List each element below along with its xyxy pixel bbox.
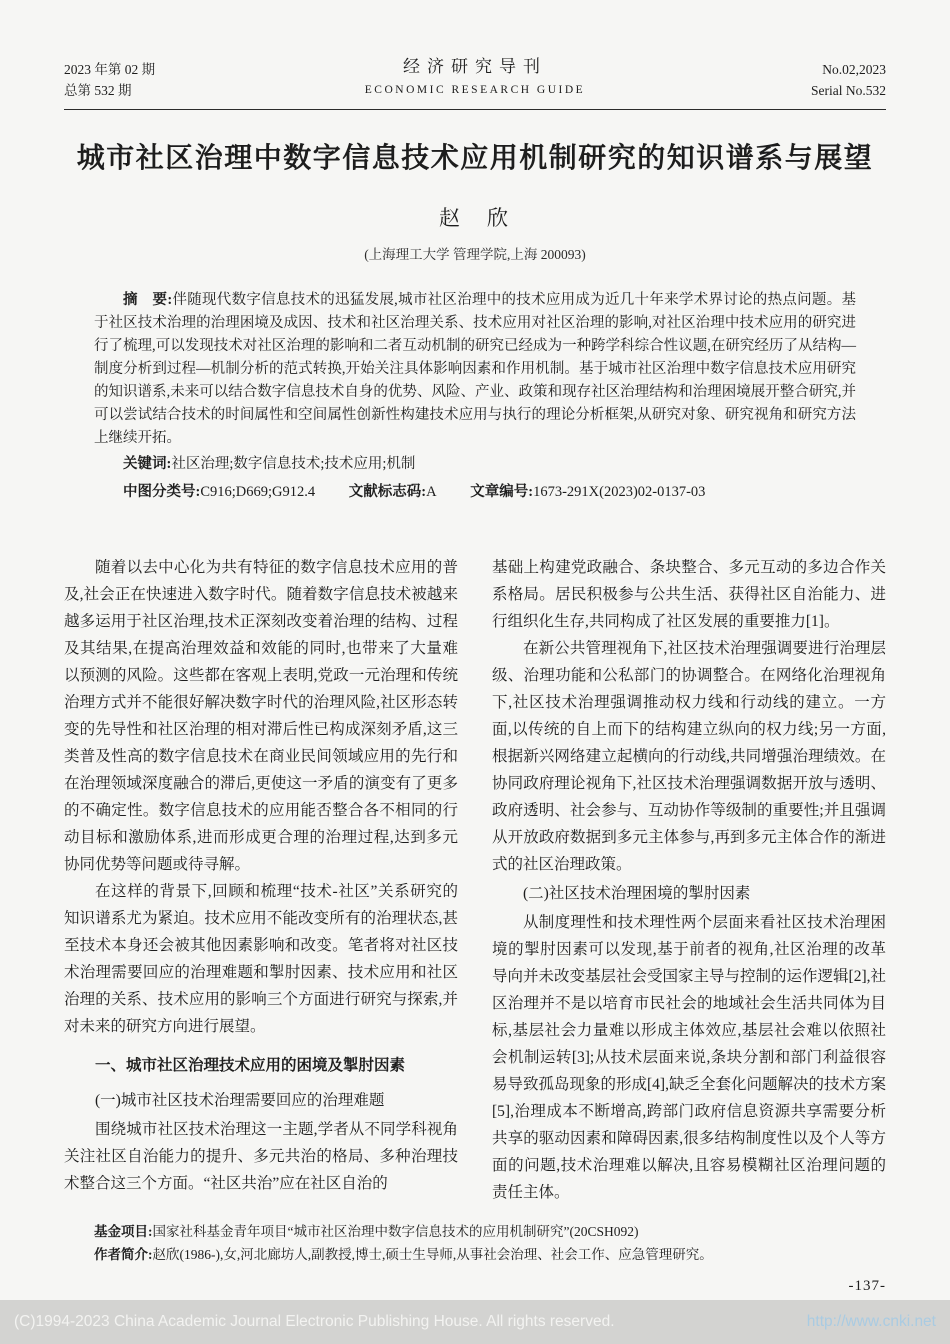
abstract-paragraph [94,289,856,450]
paragraph: 基础上构建党政融合、条块整合、多元互动的多边合作关系格局。居民积极参与公共生活、获得社区自治能力、进行组织化生存,共同构成了社区发展的重要推力[1]。 [492,559,886,630]
footnote-section [64,1220,886,1266]
paragraph: 在新公共管理视角下,社区技术治理强调要进行治理层级、治理功能和公私部门的协调整合。在网络化治理视角下,社区技术治理强调推动权力线和行动线的建立。一方面,以传统的自上而下的结构建立纵向的权力线;另一方面,根据新兴网络建立起横向的行动线,共同增强治理绩效。在协同政府理论视角下,社区技术治理强调数据开放与透明、政府透明、社会参与、互动协作等级制的重要性;并且强调从开放政府数据到多元主体参与,再到多元主体合作的渐进式的社区治理政策。 [492,640,886,873]
doc-code: 文献标志码:A [348,484,437,500]
fund-text: 国家社科基金青年项目“城市社区治理中数字信息技术的应用机制研究”(20CSH092) [152,1224,639,1239]
journal-header [64,56,886,101]
cnki-watermark-bar [0,1300,950,1344]
clc-number: 中图分类号:C916;D669;G912.4 [123,484,316,500]
page-number: -137- [848,1278,886,1294]
journal-issue-en [686,59,886,101]
subsection-heading: (一)城市社区技术治理需要回应的治理难题 [95,1092,385,1109]
author-affiliation: (上海理工大学 管理学院,上海 200093) [364,247,586,262]
body-left-column [64,554,458,1206]
keywords-text: 社区治理;数字信息技术;技术应用;机制 [171,456,416,472]
fund-note [94,1220,886,1243]
body-columns [64,554,886,1206]
header-divider [64,109,886,110]
issue-cn-line2: 总第 532 期 [64,83,132,98]
abstract-label: 摘 要: [123,292,173,308]
journal-title-en: ECONOMIC RESEARCH GUIDE [364,84,586,96]
issue-en-line1: No.02,2023 [822,62,886,77]
body-right-column [492,554,886,1206]
bio-note [94,1243,886,1266]
keywords-label: 关键词: [123,456,172,472]
abstract-text: 伴随现代数字信息技术的迅猛发展,城市社区治理中的技术应用成为近几十年来学术界讨论的热点问题。基于社区技术治理的治理困境及成因、技术和社区治理关系、技术应用对社区治理的影响,对社区治理中技术应用的研究进行了梳理,可以发现技术对社区治理的影响和二者互动机制的研究已经成为一种跨学科综合性议题,在研究经历了从结构—制度分析到过程—机制分析的范式转换,开始关注具体影响因素和作用机制。基于城市社区治理中数字信息技术应用研究的知识谱系,未来可以结合数字信息技术自身的优势、风险、产业、政策和现存社区治理结构和治理困境展开整合研究,并可以尝试结合技术的时间属性和空间属性创新性构建技术应用与执行的理论分析框架,从研究对象、研究视角和研究方法上继续开拓。 [94,292,856,446]
author-name: 赵 欣 [439,206,511,230]
journal-title-cn: 经济研究导刊 [403,57,547,76]
paragraph: 在这样的背景下,回顾和梳理“技术-社区”关系研究的知识谱系尤为紧迫。技术应用不能改变所有的治理状态,甚至技术本身还会被其他因素影响和改变。笔者将对社区技术治理需要回应的治理难题和掣肘因素、技术应用和社区治理的关系、技术应用的影响三个方面进行研究与探索,并对未来的研究方向进行展望。 [64,883,458,1035]
bio-text: 赵欣(1986-),女,河北廊坊人,副教授,博士,硕士生导师,从事社会治理、社会工作、应急管理研究。 [152,1247,713,1262]
article-title: 城市社区治理中数字信息技术应用机制研究的知识谱系与展望 [76,143,874,174]
copyright-text: (C)1994-2023 China Academic Journal Electronic Publishing House. All rights reserved. [14,1313,615,1330]
fund-label: 基金项目: [94,1224,153,1239]
paragraph: 围绕城市社区技术治理这一主题,学者从不同学科视角关注社区自治能力的提升、多元共治的格局、多种治理技术整合这三个方面。“社区共治”应在社区自治的 [64,1121,458,1192]
bio-label: 作者简介: [94,1247,153,1262]
subsection-heading: (二)社区技术治理困境的掣肘因素 [523,885,751,902]
abstract-section [64,289,886,504]
cnki-url-link[interactable]: http://www.cnki.net [806,1313,936,1330]
journal-issue-cn [64,59,264,101]
classification-line [94,481,856,504]
issue-en-line2: Serial No.532 [811,83,886,98]
journal-title-block [264,56,686,101]
issue-cn-line1: 2023 年第 02 期 [64,62,156,77]
section-heading: 一、城市社区治理技术应用的困境及掣肘因素 [95,1057,406,1074]
keywords-line [94,453,856,476]
article-number: 文章编号:1673-291X(2023)02-0137-03 [470,484,706,500]
paragraph: 从制度理性和技术理性两个层面来看社区技术治理困境的掣肘因素可以发现,基于前者的视角,社区治理的改革导向并未改变基层社会受国家主导与控制的运作逻辑[2],社区治理并不是以培育市民社会的地域社会生活共同体为目标,基层社会力量难以形成主体效应,基层社会难以依照社会机制运转[3];从技术层面来说,条块分割和部门利益很容易导致孤岛现象的形成[4],缺乏全套化问题解决的技术方案[5],治理成本不断增高,跨部门政府信息资源共享需要分析共享的驱动因素和障碍因素,很多结构制度性以及个人等方面的问题,技术治理难以解决,且容易模糊社区治理问题的责任主体。 [492,914,886,1201]
paragraph: 随着以去中心化为共有特征的数字信息技术应用的普及,社会正在快速进入数字时代。随着数字信息技术被越来越多运用于社区治理,技术正深刻改变着治理的结构、过程及其结果,在提高治理效益和效能的同时,也带来了大量难以预测的风险。这些都在客观上表明,党政一元治理和传统治理方式并不能很好解决数字时代的治理风险,社区形态转变的先导性和社区治理的相对滞后性已构成深刻矛盾,这三类普及性高的数字信息技术在商业民间领域应用的先行和在治理领域深度融合的滞后,更使这一矛盾的演变有了更多的不确定性。数字信息技术的应用能否整合各不相同的行动目标和激励体系,进而形成更合理的治理过程,达到多元协同优势等问题或待寻解。 [64,559,458,873]
